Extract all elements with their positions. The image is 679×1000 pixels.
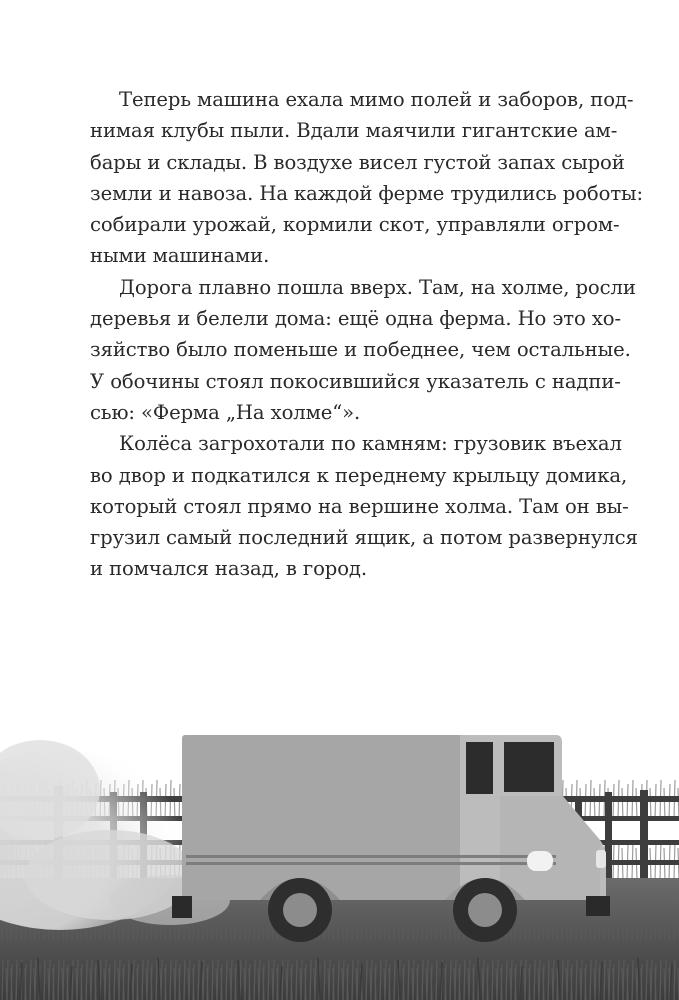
truck-headlight — [527, 851, 553, 871]
truck-wheel-front — [453, 878, 517, 942]
text-line: грузил самый последний ящик, а потом развернулся — [90, 526, 638, 550]
story-text — [90, 84, 644, 585]
text-line: ными машинами. — [90, 244, 270, 268]
truck-illustration — [0, 700, 679, 1000]
truck-cargo-box — [182, 735, 502, 900]
text-line: собирали урожай, кормили скот, управляли огром- — [90, 213, 620, 237]
text-line: земли и навоза. На каждой ферме трудились роботы: — [90, 181, 644, 205]
text-line: зяйство было поменьше и победнее, чем остальные. — [90, 338, 631, 362]
text-line: Теперь машина ехала мимо полей и заборов, под- — [119, 88, 634, 111]
text-line: во двор и подкатился к переднему крыльцу домика, — [90, 463, 628, 487]
truck-window — [466, 742, 493, 794]
truck-window — [504, 742, 554, 792]
text-line: Колёса загрохотали по камням: грузовик въехал — [119, 432, 622, 456]
truck-wheel-rear — [268, 878, 332, 942]
paragraph-2 — [90, 272, 636, 428]
text-line: нимая клубы пыли. Вдали маячили гигантские ам- — [90, 119, 618, 143]
text-line: который стоял прямо на вершине холма. Там он вы- — [90, 494, 629, 518]
text-line: деревья и белели дома: ещё одна ферма. Но это хо- — [90, 307, 621, 331]
text-line: У обочины стоял покосившийся указатель с надпи- — [90, 369, 621, 393]
text-line: Дорога плавно пошла вверх. Там, на холме, росли — [119, 275, 636, 299]
paragraph-3 — [90, 428, 638, 584]
text-line: сью: «Ферма „На холме“». — [90, 400, 361, 424]
paragraph-1 — [90, 84, 644, 272]
text-line: бары и склады. В воздухе висел густой запах сырой — [90, 150, 625, 174]
text-line: и помчался назад, в город. — [90, 557, 368, 581]
